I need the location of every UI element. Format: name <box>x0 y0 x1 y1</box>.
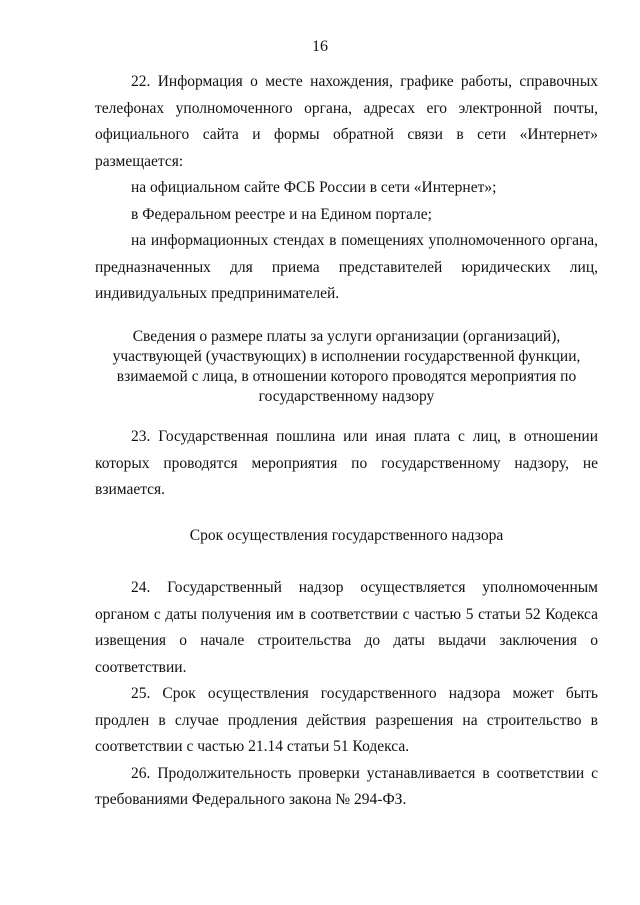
heading-term-block <box>95 526 598 546</box>
paragraph-25: 25. Срок осуществления государственного надзора может быть продлен в случае продления действия разрешения на строительство в соответствии с частью 21.14 статьи 51 Кодекса. <box>95 685 598 755</box>
paragraph-22-intro: 22. Информация о месте нахождения, графике работы, справочных телефонах уполномоченного органа, адресах его электронной почты, официального сайта и формы обратной связи в сети «Интернет» размещается: <box>95 73 598 170</box>
paragraph-24: 24. Государственный надзор осуществляется уполномоченным органом с даты получения им в соответствии с частью 5 статьи 52 Кодекса извещения о начале строительства до даты выдачи заключения о соответствии. <box>95 579 598 676</box>
sections-24-26 <box>95 575 598 814</box>
paragraph-22-item-3: на информационных стендах в помещениях уполномоченного органа, предназначенных для приема представителей юридических лиц, индивидуальных предпринимателей. <box>95 232 598 302</box>
heading-term: Срок осуществления государственного надзора <box>189 527 504 544</box>
heading-fee-block <box>95 327 598 407</box>
page-number: 16 <box>312 38 328 55</box>
paragraph-23: 23. Государственная пошлина или иная плата с лиц, в отношении которых проводятся мероприятия по государственному надзору, не взимается. <box>95 428 598 498</box>
paragraph-22-item-2: в Федеральном реестре и на Едином портале; <box>131 205 432 223</box>
paragraph-22-item-1: на официальном сайте ФСБ России в сети «Интернет»; <box>131 179 497 196</box>
section-22 <box>95 69 598 308</box>
paragraph-26: 26. Продолжительность проверки устанавливается в соответствии с требованиями Федерального закона № 294-ФЗ. <box>95 764 598 808</box>
heading-fee: Сведения о размере платы за услуги организации (организаций), участвующей (участвующих) в исполнении государственной функции, взимаемой с лица, в отношении которого проводятся мероприятия по государственному надзору <box>112 328 581 405</box>
section-23 <box>95 424 598 504</box>
